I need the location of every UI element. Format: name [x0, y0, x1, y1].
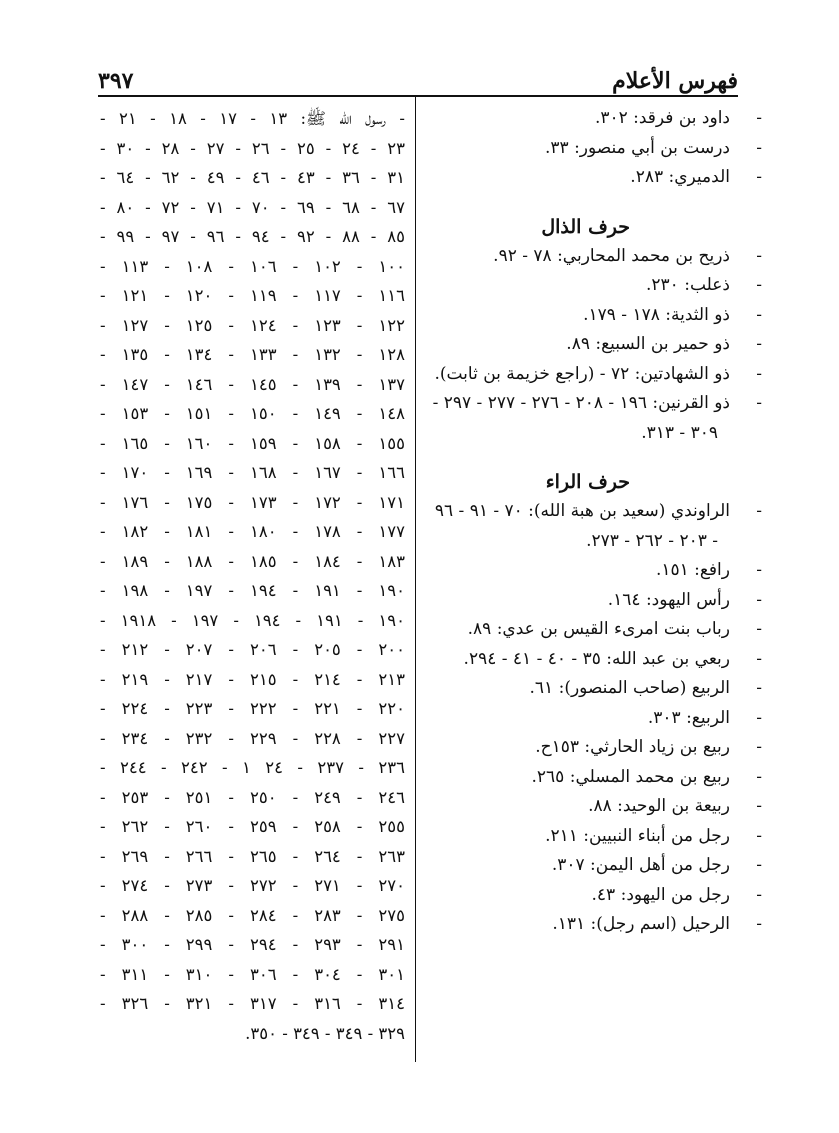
index-entry: -رجل من أبناء النبيين: ٢١١. [545, 825, 762, 846]
section-heading-ra: حرف الراء [545, 471, 630, 493]
page-numbers-line: ٢٤٦ - ٢٤٩ - ٢٥٠ - ٢٥١ - ٢٥٣ - [100, 787, 405, 807]
page-number: ٣٩٧ [98, 68, 134, 94]
page-numbers-line: ١٨٣ - ١٨٤ - ١٨٥ - ١٨٨ - ١٨٩ - [100, 551, 405, 571]
left-column [100, 104, 405, 1048]
page-numbers-line: ٣٢٩ - ٣٤٩ - ٣٤٩ - ٣٥٠. [245, 1023, 405, 1043]
page-numbers-line: ١٧١ - ١٧٢ - ١٧٣ - ١٧٥ - ١٧٦ - [100, 492, 405, 512]
page-header [98, 60, 738, 94]
index-entry: -رافع: ١٥١. [655, 560, 762, 580]
index-entry: -ربعي بن عبد الله: ٣٥ - ٤٠ - ٤١ - ٢٩٤. [463, 648, 762, 669]
index-entry: -ربيع بن محمد المسلي: ٢٦٥. [531, 766, 762, 787]
page-numbers-line: ١٢٢ - ١٢٣ - ١٢٤ - ١٢٥ - ١٢٧ - [100, 315, 405, 335]
page-numbers-line: ١٩٠ - ١٩١ - ١٩٤ - ١٩٧ - ١٩٨ - [100, 581, 405, 600]
page-numbers-line: ٢٢٠ - ٢٢١ - ٢٢٢ - ٢٢٣ - ٢٢٤ - [100, 699, 405, 718]
page-numbers-line: ٣١ - ٣٦ - ٤٣ - ٤٦ - ٤٩ - ٦٢ - ٦٤ - [100, 168, 405, 187]
index-entry: -داود بن فرقد: ٣٠٢. [594, 108, 762, 128]
right-column [428, 104, 762, 940]
index-entry: -الراوندي (سعيد بن هبة الله): ٧٠ - ٩١ - ٩٦ - ٢٠٣ - ٢٦٢ - ٢٧٣. [434, 501, 762, 551]
section-heading-dhal: حرف الذال [541, 215, 630, 238]
index-entry: -رباب بنت امرىء القيس بن عدي: ٨٩. [467, 619, 762, 639]
index-entry: -ربيع بن زياد الحارثي: ١٥٣ح. [535, 737, 762, 757]
page-numbers-line: ٢١٣ - ٢١٤ - ٢١٥ - ٢١٧ - ٢١٩ - [100, 669, 405, 689]
page-numbers-line: ٣١٤ - ٣١٦ - ٣١٧ - ٣٢١ - ٣٢٦ - [100, 994, 405, 1013]
index-entry: -ذريح بن محمد المحاربي: ٧٨ - ٩٢. [493, 245, 762, 266]
index-entry: -رأس اليهود: ١٦٤. [607, 589, 762, 610]
page-numbers-line: ٣٠١ - ٣٠٤ - ٣٠٦ - ٣١٠ - ٣١١ - [100, 964, 405, 984]
column-divider [415, 97, 416, 1062]
index-entry: -ربيعة بن الوحيد: ٨٨. [588, 796, 762, 816]
index-entry: -الدميري: ٢٨٣. [630, 167, 762, 187]
page-numbers-line: ١٢٨ - ١٣٢ - ١٣٣ - ١٣٤ - ١٣٥ - [100, 345, 405, 364]
index-entry: -ذو الثدية: ١٧٨ - ١٧٩. [583, 304, 762, 325]
page-numbers-line: ٢٠٠ - ٢٠٥ - ٢٠٦ - ٢٠٧ - ٢١٢ - [100, 640, 405, 659]
index-entry: -ذو القرنين: ١٩٦ - ٢٠٨ - ٢٧٦ - ٢٧٧ - ٢٩٧ - ٣٠٩ - ٣١٣. [432, 393, 762, 443]
index-entry: -درست بن أبي منصور: ٣٣. [545, 137, 762, 158]
page-numbers-line: - رسول الله ﷺ: ١٣ - ١٧ - ١٨ - ٢١ - [100, 109, 405, 128]
page-numbers-line: ٢٣ - ٢٤ - ٢٥ - ٢٦ - ٢٧ - ٢٨ - ٣٠ - [100, 138, 405, 158]
index-entry: -رجل من أهل اليمن: ٣٠٧. [551, 855, 762, 875]
index-entry: -الربيع: ٣٠٣. [647, 707, 762, 728]
page-numbers-line: ١٣٧ - ١٣٩ - ١٤٥ - ١٤٦ - ١٤٧ - [100, 374, 405, 394]
page-numbers-line: ٢٧٠ - ٢٧١ - ٢٧٢ - ٢٧٣ - ٢٧٤ - [100, 876, 405, 895]
page-numbers-line: ١٤٨ - ١٤٩ - ١٥٠ - ١٥١ - ١٥٣ - [100, 404, 405, 423]
page-numbers-line: ١٩٠ - ١٩١ - ١٩٤ - ١٩٧ - ١٩١٨ - [100, 610, 405, 630]
page-numbers-line: ١٧٧ - ١٧٨ - ١٨٠ - ١٨١ - ١٨٢ - [100, 522, 405, 541]
page-numbers-line: ١١٦ - ١١٧ - ١١٩ - ١٢٠ - ١٢١ - [100, 286, 405, 305]
page-numbers-line: ١٠٠ - ١٠٢ - ١٠٦ - ١٠٨ - ١١٣ - [100, 256, 405, 276]
index-entry: -ذو حمير بن السبيع: ٨٩. [566, 334, 762, 354]
page-numbers-line: ٢٧٥ - ٢٨٣ - ٢٨٤ - ٢٨٥ - ٢٨٨ - [100, 905, 405, 925]
index-entry: -ذعلب: ٢٣٠. [646, 275, 762, 295]
index-entry: -الرحيل (اسم رجل): ١٣١. [552, 914, 762, 934]
page-numbers-line: ٢٦٣ - ٢٦٤ - ٢٦٥ - ٢٦٦ - ٢٦٩ - [100, 846, 405, 866]
page-numbers-line: ٢٣٦ - ٢٣٧ - ٢٤ ١ - ٢٤٢ - ٢٤٤ - [100, 758, 405, 777]
page-numbers-line: ١٥٥ - ١٥٨ - ١٥٩ - ١٦٠ - ١٦٥ - [100, 433, 405, 453]
page-numbers-line: ١٦٦ - ١٦٧ - ١٦٨ - ١٦٩ - ١٧٠ - [100, 463, 405, 482]
page-numbers-line: ٨٥ - ٨٨ - ٩٢ - ٩٤ - ٩٦ - ٩٧ - ٩٩ - [100, 227, 405, 246]
page-numbers-line: ٢٩١ - ٢٩٣ - ٢٩٤ - ٢٩٩ - ٣٠٠ - [100, 935, 405, 954]
page-title: فهرس الأعلام [612, 68, 738, 94]
page-numbers-line: ٢٢٧ - ٢٢٨ - ٢٢٩ - ٢٣٢ - ٢٣٤ - [100, 728, 405, 748]
index-entry: -الربيع (صاحب المنصور): ٦١. [529, 678, 762, 698]
page-numbers-line: ٢٥٥ - ٢٥٨ - ٢٥٩ - ٢٦٠ - ٢٦٢ - [100, 817, 405, 836]
index-entry: -ذو الشهادتين: ٧٢ - (راجع خزيمة بن ثابت). [434, 363, 762, 384]
header-rule [98, 95, 738, 97]
page-numbers-line: ٦٧ - ٦٨ - ٦٩ - ٧٠ - ٧١ - ٧٢ - ٨٠ - [100, 197, 405, 217]
index-entry: -رجل من اليهود: ٤٣. [591, 884, 762, 905]
